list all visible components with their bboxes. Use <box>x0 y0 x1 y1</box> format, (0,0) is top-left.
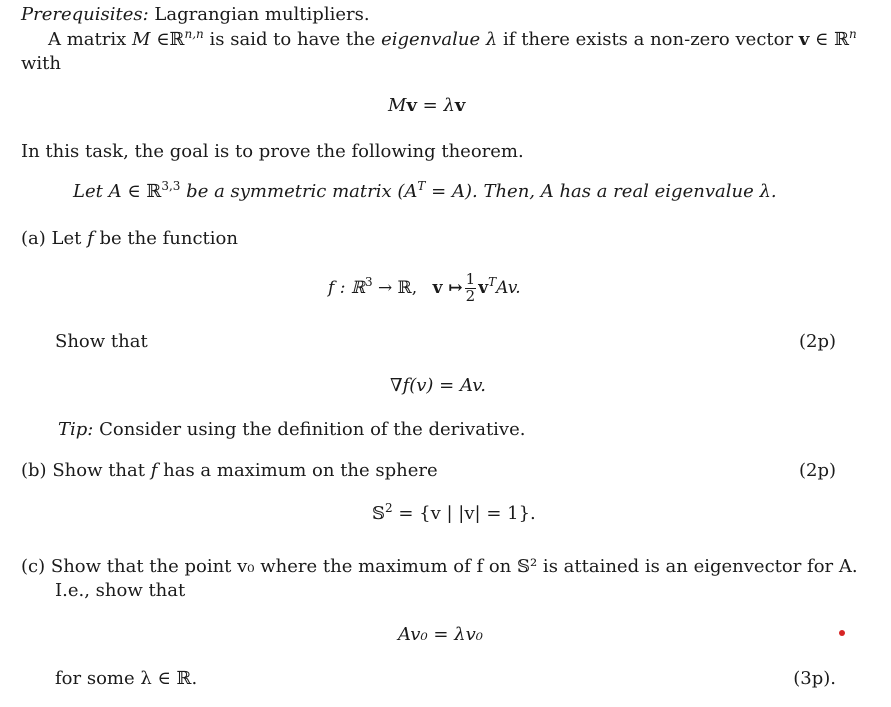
eq-lambda: λ <box>443 95 455 116</box>
part-c-footer: for some λ ∈ ℝ. <box>55 668 198 689</box>
part-a-rest: be the function <box>99 228 238 249</box>
part-a-label: (a) <box>21 228 46 249</box>
vector-symbol: v <box>798 29 810 50</box>
theorem-statement <box>73 179 777 202</box>
part-b-label: (b) <box>21 460 47 481</box>
fraction-half <box>465 272 477 305</box>
eq-M: M <box>388 95 407 116</box>
reals-symbol: ℝ <box>169 29 185 50</box>
theorem-A: A <box>108 181 122 202</box>
func-mid: → ℝ, <box>378 277 418 298</box>
definition-line-1 <box>48 27 857 50</box>
element-of-symbol: ∈ <box>156 29 170 50</box>
part-c-label: (c) <box>21 556 46 577</box>
gradient-equation: ∇f(v) = Av. <box>390 375 486 396</box>
frac-den: 2 <box>465 286 476 305</box>
theorem-text-c: Then, A has a real eigenvalue λ. <box>483 181 777 202</box>
part-b-points: (2p) <box>798 460 836 481</box>
sphere-equation <box>372 501 536 524</box>
matrix-symbol: M <box>132 29 151 50</box>
theorem-let: Let <box>73 181 103 202</box>
eq-v-rhs: v <box>454 95 466 116</box>
eigenvector-equation: Av₀ = λv₀ <box>398 624 483 645</box>
eq-v: v <box>406 95 417 116</box>
eq-sign: = <box>422 95 438 116</box>
theorem-AT: A <box>404 181 418 202</box>
part-b-heading <box>21 462 438 480</box>
definition-text-c: if there exists a non-zero vector <box>503 29 794 50</box>
definition-text-b: is said to have the <box>209 29 376 50</box>
tip-text: Consider using the definition of the derivative. <box>99 419 526 440</box>
part-c-line2: I.e., show that <box>55 580 186 601</box>
task-line: In this task, the goal is to prove the following theorem. <box>21 141 524 162</box>
red-dot-marker <box>839 630 845 636</box>
sphere-symbol: 𝕊 <box>372 503 385 524</box>
tip-line <box>58 421 525 439</box>
func-T: T <box>488 275 497 290</box>
function-definition <box>328 272 521 305</box>
definition-text-a: A matrix <box>48 29 127 50</box>
sphere-sup: 2 <box>385 501 393 515</box>
part-a-heading <box>21 230 238 248</box>
tip-label: Tip: <box>58 419 94 440</box>
func-lhs: f : ℝ <box>328 277 365 298</box>
frac-num: 1 <box>465 270 476 288</box>
func-Av: Av. <box>496 277 521 298</box>
eigenvalue-term: eigenvalue <box>381 29 481 50</box>
func-sup: 3 <box>364 275 373 290</box>
theorem-sup: 3,3 <box>161 179 181 193</box>
n-sup: n <box>849 27 857 41</box>
part-b-text-a: Show that <box>52 460 145 481</box>
part-c-points: (3p). <box>793 668 836 689</box>
theorem-R: ℝ <box>146 181 162 202</box>
prerequisites-line <box>21 6 370 24</box>
part-b-text-b: has a maximum on the sphere <box>163 460 438 481</box>
part-a-f: f <box>87 228 94 249</box>
part-a-show: Show that <box>55 331 148 352</box>
sphere-rest: = {v | |v| = 1}. <box>398 503 536 524</box>
part-b-f: f <box>150 460 158 481</box>
theorem-T: T <box>417 179 426 193</box>
theorem-in: ∈ <box>127 181 141 202</box>
func-vT: v <box>478 277 489 298</box>
definition-line-2: with <box>21 53 61 74</box>
part-a-let: Let <box>51 228 82 249</box>
dimension-sup: n,n <box>184 27 204 41</box>
lambda-symbol: λ <box>485 29 498 50</box>
reals-symbol-2: ℝ <box>834 29 850 50</box>
func-v: v ↦ <box>432 277 463 298</box>
part-c-heading <box>21 558 858 576</box>
theorem-eq: = A). <box>431 181 478 202</box>
eigen-equation <box>388 97 465 115</box>
prerequisites-text: Lagrangian multipliers. <box>154 4 370 25</box>
part-a-points: (2p) <box>798 331 836 352</box>
part-c-line1: Show that the point v₀ where the maximum of f on 𝕊² is attained is an eigenvector for A. <box>50 556 858 577</box>
theorem-text-b: be a symmetric matrix ( <box>186 181 405 202</box>
prerequisites-label: Prerequisites: <box>21 4 149 25</box>
element-of-symbol-2: ∈ <box>815 29 829 50</box>
